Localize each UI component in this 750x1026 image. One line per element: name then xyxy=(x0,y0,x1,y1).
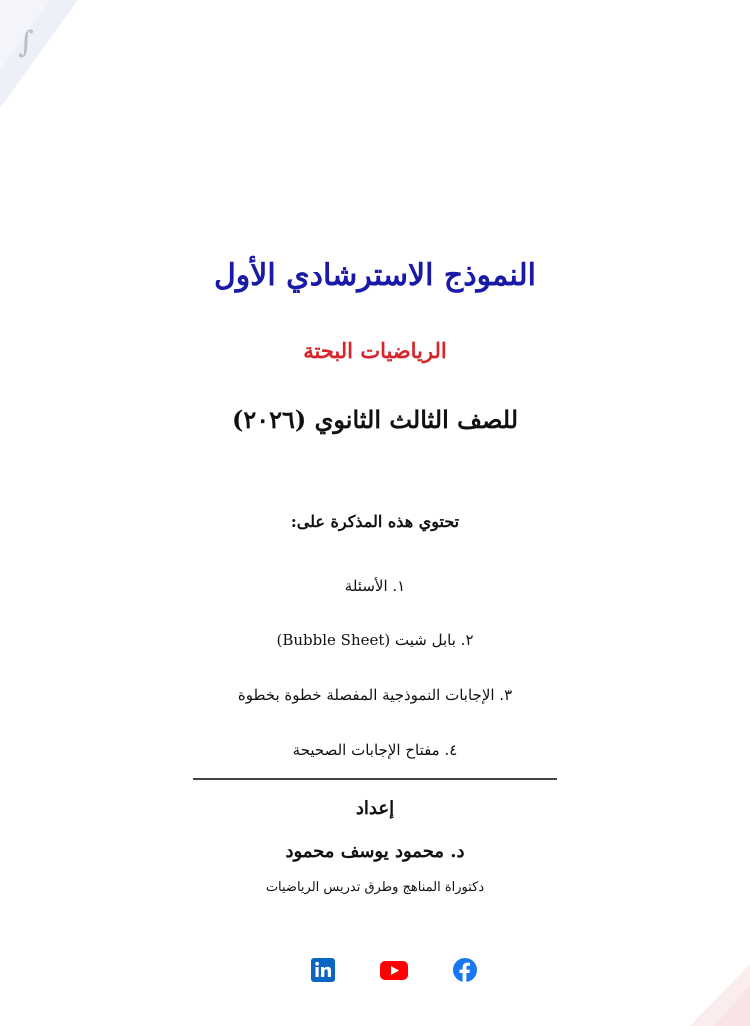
youtube-icon[interactable] xyxy=(379,957,405,983)
contents-item: ٤. مفتاح الإجابات الصحيحة xyxy=(292,741,458,759)
contents-item: ٢. بابل شيت (Bubble Sheet) xyxy=(276,631,474,649)
prepared-by-label: إعداد xyxy=(355,798,395,819)
svg-text:∫: ∫ xyxy=(18,25,34,60)
document-title: النموذج الاسترشادي الأول xyxy=(213,258,537,293)
author-name: د. محمود يوسف محمود xyxy=(285,841,465,862)
author-degree: دكتوراة المناهج وطرق تدريس الرياضيات xyxy=(265,880,485,895)
linkedin-icon[interactable] xyxy=(310,957,336,983)
contents-heading: تحتوي هذه المذكرة على: xyxy=(290,512,460,531)
section-divider xyxy=(193,778,557,780)
facebook-icon[interactable] xyxy=(452,957,478,983)
contents-item: ١. الأسئلة xyxy=(344,577,406,595)
contents-item: ٣. الإجابات النموذجية المفصلة خطوة بخطوة xyxy=(237,686,513,704)
social-links xyxy=(0,957,750,983)
corner-decoration-bottom-right xyxy=(680,956,750,1026)
grade-label: للصف الثالث الثانوي (٢٠٢٦) xyxy=(231,405,519,434)
document-subtitle: الرياضيات البحتة xyxy=(303,338,447,363)
